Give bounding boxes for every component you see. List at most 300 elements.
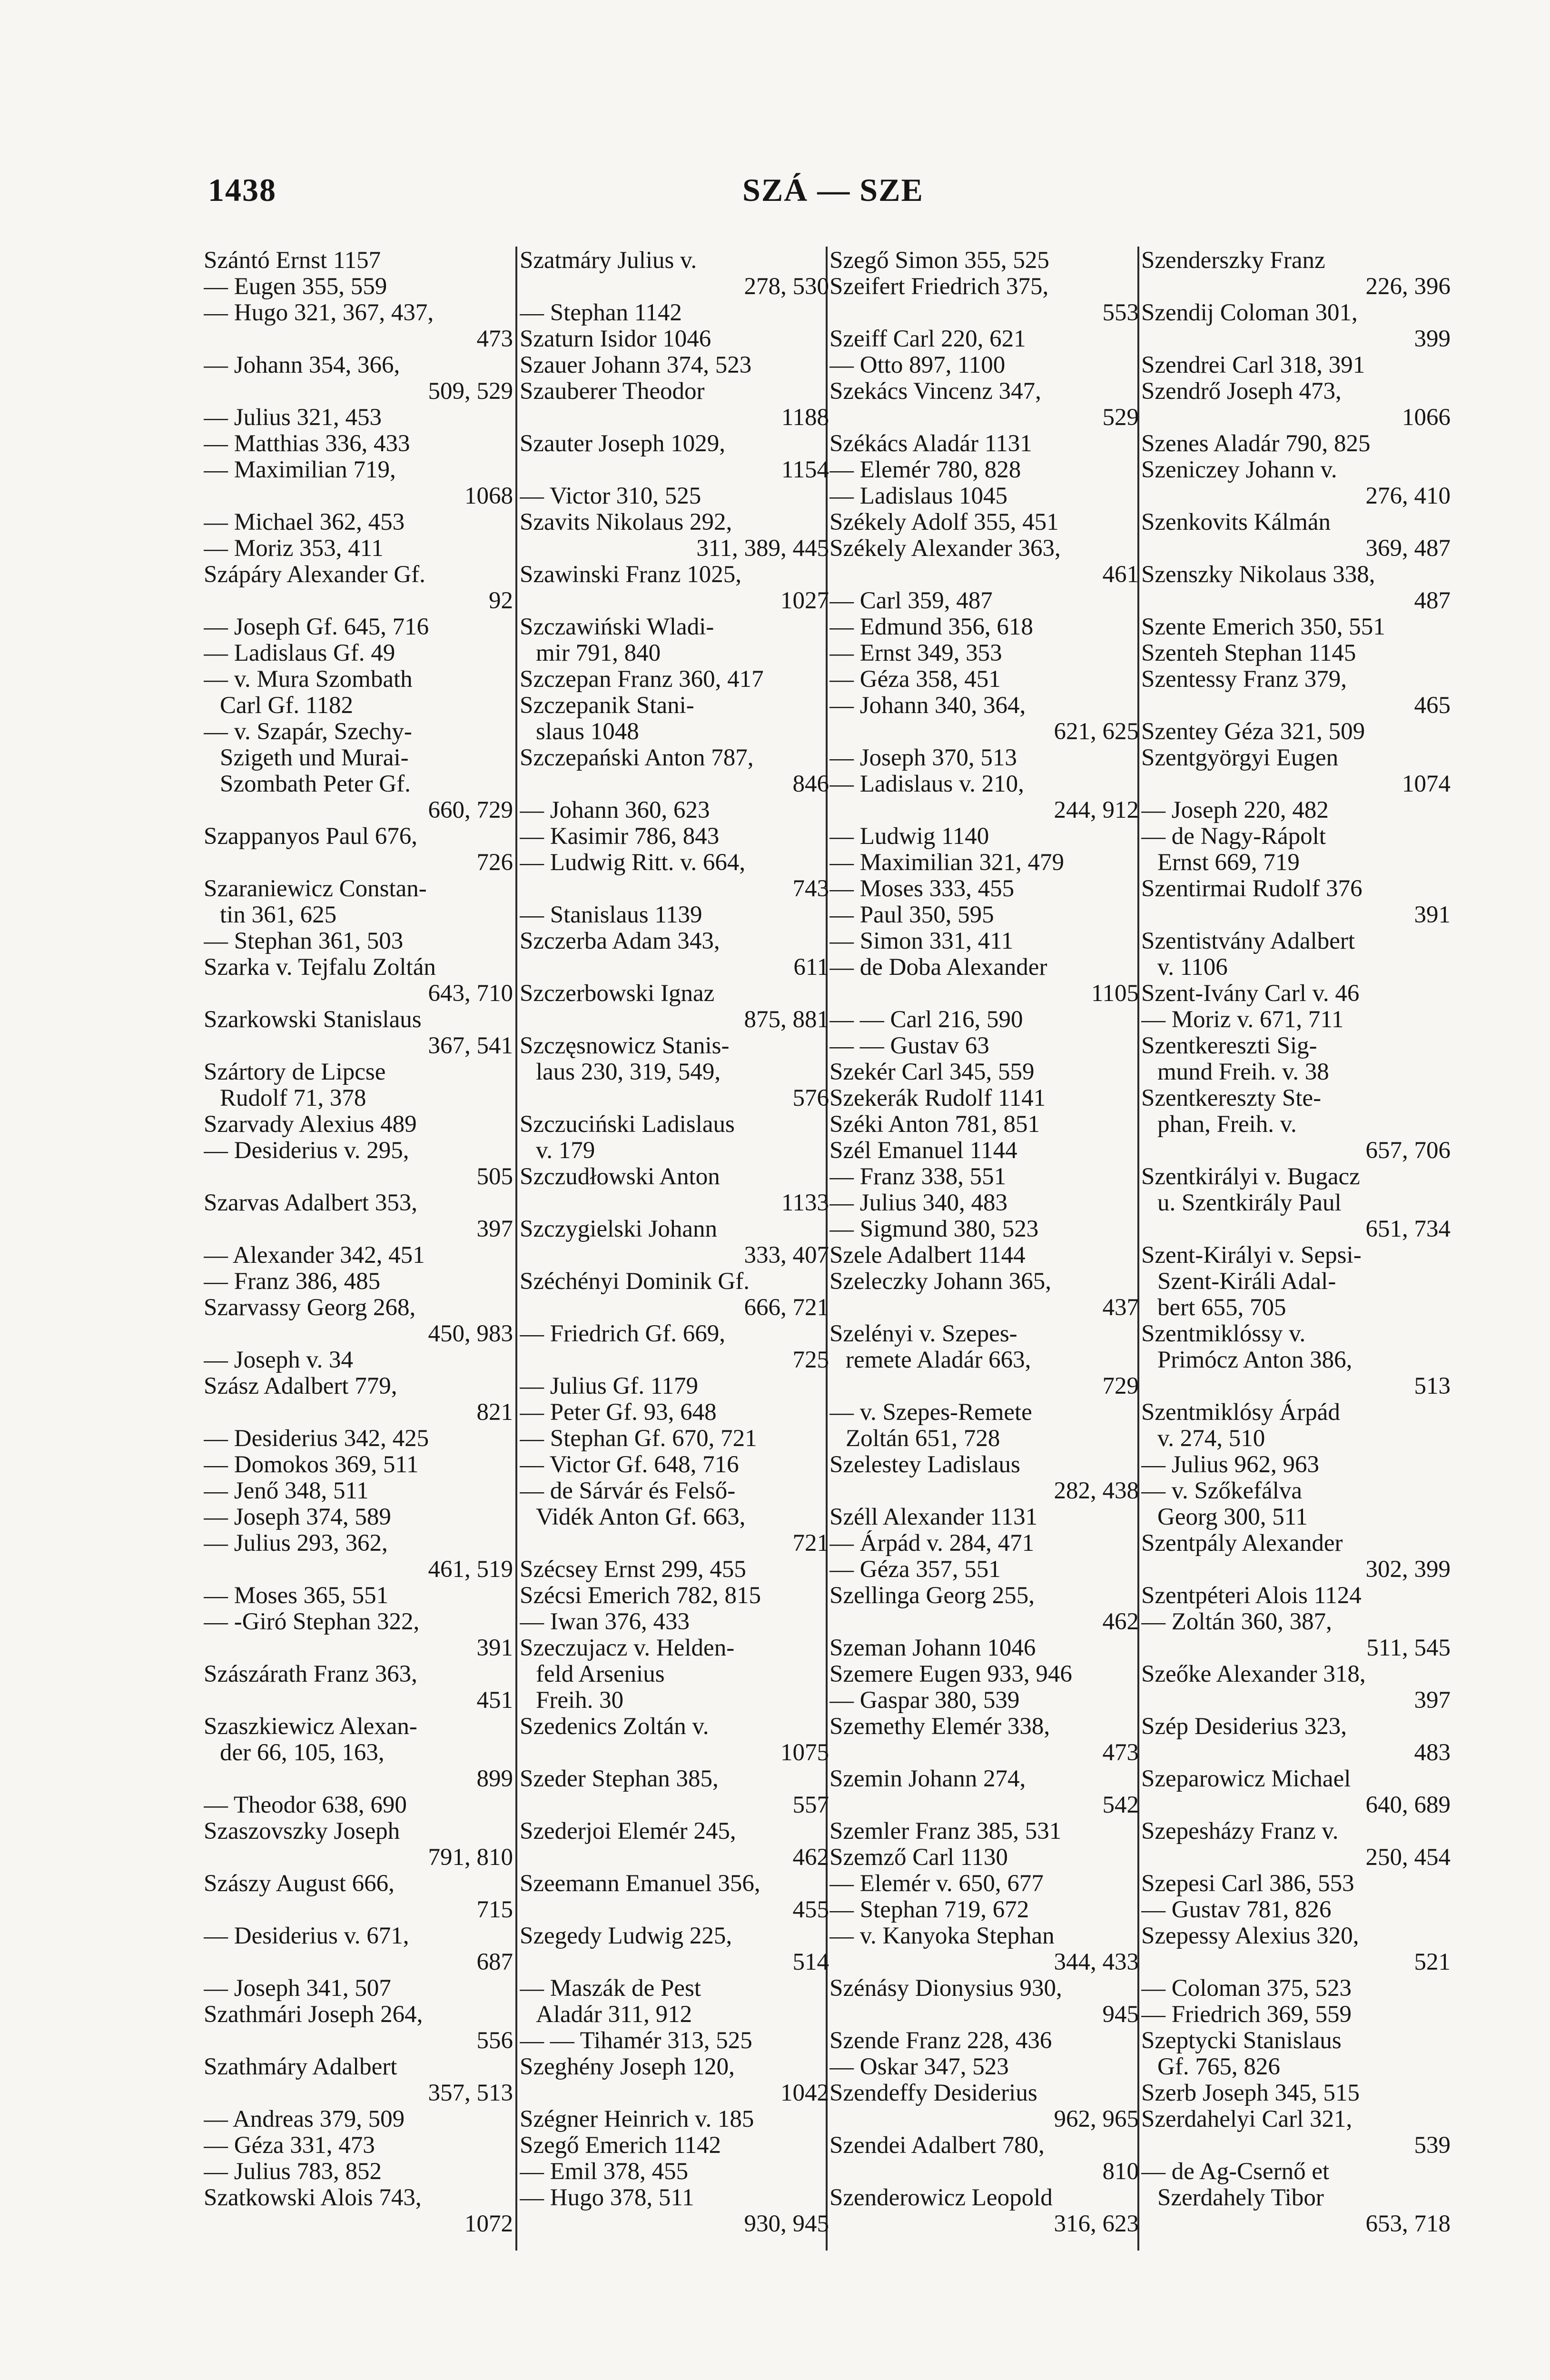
entry-name: — Julius 321, 453 xyxy=(204,405,382,431)
entry-name: — Jenő 348, 511 xyxy=(204,1478,369,1504)
entry-continuation: Primócz Anton 386, xyxy=(1157,1347,1353,1373)
index-entry xyxy=(520,1452,829,1478)
index-entry xyxy=(520,1557,829,1583)
entry-name: Szarka v. Tejfalu Zoltán xyxy=(204,954,436,981)
entry-name: — Friedrich Gf. 669, xyxy=(520,1321,726,1347)
entry-continuation: 302, 399 xyxy=(1365,1557,1451,1583)
entry-continuation: 875, 881 xyxy=(744,1007,829,1033)
index-entry xyxy=(829,1059,1139,1085)
entry-name: — Michael 362, 453 xyxy=(204,509,405,536)
page-number: 1438 xyxy=(208,172,276,208)
entry-name: — Gaspar 380, 539 xyxy=(829,1687,1020,1714)
entry-name: Szavits Nikolaus 292, xyxy=(520,509,732,536)
entry-continuation: 621, 625 xyxy=(1054,719,1139,745)
entry-name: Szent-Királyi v. Sepsi- xyxy=(1141,1242,1362,1269)
entry-name: — Iwan 376, 433 xyxy=(520,1609,690,1635)
index-entry xyxy=(829,1033,1139,1059)
entry-continuation: 461 xyxy=(1102,562,1139,588)
entry-name: — Joseph 370, 513 xyxy=(829,745,1017,771)
entry-name: Szauer Johann 374, 523 xyxy=(520,352,752,378)
entry-name: Szenkovits Kálmán xyxy=(1141,509,1331,536)
index-entry xyxy=(204,1478,513,1504)
index-entry xyxy=(1141,2080,1451,2106)
index-entry xyxy=(204,405,513,431)
entry-name: — Moses 365, 551 xyxy=(204,1583,389,1609)
index-entry xyxy=(829,928,1139,954)
entry-name: — Andreas 379, 509 xyxy=(204,2106,405,2132)
index-entry xyxy=(520,1164,829,1216)
index-entry xyxy=(520,614,829,666)
entry-continuation: 666, 721 xyxy=(744,1295,829,1321)
entry-name: Szczepan Franz 360, 417 xyxy=(520,666,764,693)
entry-name: — Johann 340, 364, xyxy=(829,693,1026,719)
index-entry xyxy=(204,1818,513,1871)
entry-name: — Árpád v. 284, 471 xyxy=(829,1530,1035,1557)
entry-continuation: 715 xyxy=(476,1897,513,1923)
entry-continuation: 473 xyxy=(1102,1740,1139,1766)
entry-continuation: 821 xyxy=(476,1399,513,1426)
entry-name: — Kasimir 786, 843 xyxy=(520,823,720,850)
index-entry xyxy=(1141,981,1451,1007)
index-entry xyxy=(520,1923,829,1975)
entry-continuation: mir 791, 840 xyxy=(536,640,661,666)
index-entry xyxy=(1141,1530,1451,1583)
index-entry xyxy=(829,745,1139,771)
entry-name: Szegő Emerich 1142 xyxy=(520,2132,721,2159)
entry-name: Szenteh Stephan 1145 xyxy=(1141,640,1356,666)
entry-name: Szendei Adalbert 780, xyxy=(829,2132,1045,2159)
entry-name: — Matthias 336, 433 xyxy=(204,431,410,457)
entry-name: — Joseph 341, 507 xyxy=(204,1975,391,2002)
entry-name: Szepessy Alexius 320, xyxy=(1141,1923,1359,1949)
entry-name: — Ladislaus v. 210, xyxy=(829,771,1024,797)
index-entry xyxy=(829,640,1139,666)
index-entry xyxy=(204,1059,513,1111)
entry-name: — Theodor 638, 690 xyxy=(204,1792,407,1818)
index-entry xyxy=(1141,928,1451,981)
entry-name: Szaraniewicz Constan- xyxy=(204,876,427,902)
entry-name: Szatmáry Julius v. xyxy=(520,248,697,274)
index-entry xyxy=(204,536,513,562)
entry-name: — Elemér 780, 828 xyxy=(829,457,1021,483)
index-entry xyxy=(829,2080,1139,2132)
entry-name: Szczepanik Stani- xyxy=(520,693,694,719)
index-entry xyxy=(1141,352,1451,378)
entry-name: Szent-Ivány Carl v. 46 xyxy=(1141,981,1360,1007)
index-entry xyxy=(829,457,1139,483)
entry-name: — Joseph 374, 589 xyxy=(204,1504,391,1530)
index-entry xyxy=(1141,2002,1451,2028)
index-entry xyxy=(520,1635,829,1714)
entry-name: — Gustav 781, 826 xyxy=(1141,1897,1332,1923)
index-entry xyxy=(829,1844,1139,1871)
entry-continuation: 521 xyxy=(1414,1949,1451,1975)
index-entry xyxy=(1141,823,1451,876)
index-column-3 xyxy=(829,248,1139,2237)
entry-continuation: 945 xyxy=(1102,2002,1139,2028)
index-entry xyxy=(1141,614,1451,640)
entry-continuation: 721 xyxy=(792,1530,829,1557)
entry-continuation: 1074 xyxy=(1402,771,1451,797)
entry-name: — Alexander 342, 451 xyxy=(204,1242,425,1269)
entry-name: Szántó Ernst 1157 xyxy=(204,248,381,274)
index-entry xyxy=(204,457,513,509)
entry-name: Szendeffy Desiderius xyxy=(829,2080,1037,2106)
entry-name: Szendrő Joseph 473, xyxy=(1141,378,1342,405)
entry-continuation: 962, 965 xyxy=(1054,2106,1139,2132)
index-entry xyxy=(1141,2028,1451,2080)
index-entry xyxy=(204,1871,513,1923)
entry-name: — Edmund 356, 618 xyxy=(829,614,1033,640)
entry-name: Szeghény Joseph 120, xyxy=(520,2054,735,2080)
entry-name: — Simon 331, 411 xyxy=(829,928,1014,954)
index-entry xyxy=(1141,300,1451,352)
entry-continuation: 511, 545 xyxy=(1366,1635,1451,1661)
index-entry xyxy=(520,378,829,431)
entry-name: — Oskar 347, 523 xyxy=(829,2054,1009,2080)
entry-continuation: 451 xyxy=(476,1687,513,1714)
index-entry xyxy=(520,352,829,378)
entry-name: — v. Mura Szombath xyxy=(204,666,413,693)
entry-name: Szeifert Friedrich 375, xyxy=(829,274,1049,300)
entry-name: Szentmiklósy Árpád xyxy=(1141,1399,1340,1426)
entry-name: — v. Kanyoka Stephan xyxy=(829,1923,1055,1949)
index-entry xyxy=(204,1609,513,1661)
entry-name: — Domokos 369, 511 xyxy=(204,1452,419,1478)
index-entry xyxy=(829,1714,1139,1766)
index-entry xyxy=(829,823,1139,850)
entry-continuation: tin 361, 625 xyxy=(220,902,337,928)
entry-continuation: 529 xyxy=(1102,405,1139,431)
index-entry xyxy=(520,1426,829,1452)
entry-name: — Maximilian 719, xyxy=(204,457,396,483)
index-entry xyxy=(1141,1766,1451,1818)
index-entry xyxy=(829,483,1139,509)
index-entry xyxy=(204,719,513,823)
entry-continuation: 810 xyxy=(1102,2159,1139,2185)
entry-name: Szczawiński Wladi- xyxy=(520,614,714,640)
index-entry xyxy=(520,1609,829,1635)
entry-continuation: 513 xyxy=(1414,1373,1451,1399)
entry-name: — Friedrich 369, 559 xyxy=(1141,2002,1352,2028)
index-column-1 xyxy=(204,248,513,2237)
entry-continuation: 899 xyxy=(476,1766,513,1792)
entry-continuation: 657, 706 xyxy=(1365,1138,1451,1164)
index-entry xyxy=(829,1923,1139,1975)
entry-name: Szeőke Alexander 318, xyxy=(1141,1661,1366,1687)
index-entry xyxy=(204,1190,513,1242)
entry-continuation: 1105 xyxy=(1091,981,1139,1007)
index-entry xyxy=(829,431,1139,457)
entry-continuation: 369, 487 xyxy=(1365,536,1451,562)
entry-name: Szenderowicz Leopold xyxy=(829,2185,1053,2211)
entry-continuation: phan, Freih. v. xyxy=(1157,1111,1297,1138)
entry-continuation: remete Aladár 663, xyxy=(846,1347,1031,1373)
entry-name: Szedenics Zoltán v. xyxy=(520,1714,709,1740)
index-entry xyxy=(520,326,829,352)
index-entry xyxy=(829,954,1139,1007)
index-entry xyxy=(829,1242,1139,1269)
index-entry xyxy=(1141,509,1451,562)
entry-name: — -Giró Stephan 322, xyxy=(204,1609,420,1635)
entry-name: — Stephan 361, 503 xyxy=(204,928,404,954)
index-entry xyxy=(829,1897,1139,1923)
entry-continuation: 483 xyxy=(1414,1740,1451,1766)
entry-name: Széchényi Dominik Gf. xyxy=(520,1269,750,1295)
entry-continuation: 250, 454 xyxy=(1365,1844,1451,1871)
entry-name: Szentistvány Adalbert xyxy=(1141,928,1355,954)
index-entry xyxy=(829,1216,1139,1242)
index-entry xyxy=(1141,640,1451,666)
entry-name: — Johann 354, 366, xyxy=(204,352,400,378)
entry-name: Szentpály Alexander xyxy=(1141,1530,1343,1557)
page-title: SZÁ — SZE xyxy=(742,172,924,208)
index-entry xyxy=(1141,1242,1451,1321)
index-entry xyxy=(204,1242,513,1269)
entry-name: Szentessy Franz 379, xyxy=(1141,666,1347,693)
entry-name: Szathmári Joseph 264, xyxy=(204,2002,423,2028)
entry-name: Szeder Stephan 385, xyxy=(520,1766,719,1792)
entry-continuation: 397 xyxy=(476,1216,513,1242)
entry-name: Szeniczey Johann v. xyxy=(1141,457,1337,483)
entry-name: — Ludwig 1140 xyxy=(829,823,989,850)
index-entry xyxy=(829,352,1139,378)
index-entry xyxy=(1141,1399,1451,1452)
index-entry xyxy=(1141,1897,1451,1923)
entry-name: — Joseph Gf. 645, 716 xyxy=(204,614,429,640)
entry-continuation: 473 xyxy=(476,326,513,352)
index-entry xyxy=(204,1923,513,1975)
entry-name: — Moriz 353, 411 xyxy=(204,536,384,562)
index-entry xyxy=(204,823,513,876)
index-entry xyxy=(829,248,1139,274)
entry-continuation: v. 179 xyxy=(536,1138,595,1164)
entry-continuation: 553 xyxy=(1102,300,1139,326)
entry-name: Szepesházy Franz v. xyxy=(1141,1818,1339,1844)
index-entry xyxy=(204,431,513,457)
entry-name: Szendrei Carl 318, 391 xyxy=(1141,352,1365,378)
index-entry xyxy=(829,850,1139,876)
entry-continuation: 316, 623 xyxy=(1054,2211,1139,2237)
entry-continuation: Carl Gf. 1182 xyxy=(220,693,353,719)
index-entry xyxy=(829,274,1139,326)
index-entry xyxy=(829,614,1139,640)
entry-name: — Otto 897, 1100 xyxy=(829,352,1006,378)
index-entry xyxy=(520,431,829,483)
index-entry xyxy=(829,2132,1139,2185)
entry-name: Szép Desiderius 323, xyxy=(1141,1714,1347,1740)
entry-name: Szarvas Adalbert 353, xyxy=(204,1190,417,1216)
index-entry xyxy=(204,1426,513,1452)
entry-name: Szczerba Adam 343, xyxy=(520,928,720,954)
entry-continuation: 1133 xyxy=(781,1190,829,1216)
entry-name: Szelényi v. Szepes- xyxy=(829,1321,1017,1347)
index-entry xyxy=(204,509,513,536)
index-entry xyxy=(1141,1321,1451,1399)
entry-name: — Stephan 1142 xyxy=(520,300,682,326)
index-entry xyxy=(520,666,829,693)
entry-name: — Elemér v. 650, 677 xyxy=(829,1871,1044,1897)
entry-name: — Maszák de Pest xyxy=(520,1975,701,2002)
entry-name: Szécsey Ernst 299, 455 xyxy=(520,1557,746,1583)
entry-continuation: 509, 529 xyxy=(428,378,513,405)
index-entry xyxy=(829,326,1139,352)
index-entry xyxy=(1141,719,1451,745)
index-entry xyxy=(520,1373,829,1399)
entry-name: Szende Franz 228, 436 xyxy=(829,2028,1052,2054)
entry-continuation: 92 xyxy=(489,588,513,614)
index-entry xyxy=(829,693,1139,745)
index-entry xyxy=(829,1766,1139,1818)
index-entry xyxy=(520,745,829,797)
entry-name: Szászy August 666, xyxy=(204,1871,395,1897)
index-entry xyxy=(520,1818,829,1871)
entry-continuation: 1072 xyxy=(464,2211,513,2237)
entry-continuation: 278, 530 xyxy=(744,274,829,300)
index-entry xyxy=(1141,1818,1451,1871)
index-entry xyxy=(829,1321,1139,1399)
entry-continuation: 726 xyxy=(476,850,513,876)
entry-continuation: 311, 389, 445 xyxy=(696,536,829,562)
index-entry xyxy=(1141,2106,1451,2159)
entry-continuation: 557 xyxy=(792,1792,829,1818)
index-entry xyxy=(520,928,829,981)
entry-continuation: 640, 689 xyxy=(1365,1792,1451,1818)
index-entry xyxy=(1141,666,1451,719)
entry-continuation: 729 xyxy=(1102,1373,1139,1399)
index-entry xyxy=(829,536,1139,588)
index-column-4 xyxy=(1141,248,1451,2237)
index-entry xyxy=(829,509,1139,536)
entry-continuation: 244, 912 xyxy=(1054,797,1139,823)
entry-name: Szekács Vincenz 347, xyxy=(829,378,1041,405)
index-entry xyxy=(1141,1975,1451,2002)
index-entry xyxy=(204,614,513,640)
index-entry xyxy=(204,352,513,405)
index-entry xyxy=(1141,457,1451,509)
entry-name: Szentey Géza 321, 509 xyxy=(1141,719,1365,745)
entry-continuation: der 66, 105, 163, xyxy=(220,1740,385,1766)
index-entry xyxy=(204,2106,513,2132)
index-entry xyxy=(204,1530,513,1583)
index-entry xyxy=(204,1661,513,1714)
entry-continuation: Vidék Anton Gf. 663, xyxy=(536,1504,746,1530)
index-entry xyxy=(829,1007,1139,1033)
entry-name: Szegő Simon 355, 525 xyxy=(829,248,1049,274)
entry-name: — Eugen 355, 559 xyxy=(204,274,387,300)
index-entry xyxy=(829,1111,1139,1138)
entry-name: Szekerák Rudolf 1141 xyxy=(829,1085,1046,1111)
index-entry xyxy=(829,876,1139,902)
entry-name: — Victor Gf. 648, 716 xyxy=(520,1452,739,1478)
entry-continuation: 462 xyxy=(1102,1609,1139,1635)
entry-continuation: v. 274, 510 xyxy=(1157,1426,1265,1452)
entry-name: — Julius 962, 963 xyxy=(1141,1452,1320,1478)
entry-name: Szentirmai Rudolf 376 xyxy=(1141,876,1362,902)
entry-continuation: 276, 410 xyxy=(1365,483,1451,509)
entry-name: Szemere Eugen 933, 946 xyxy=(829,1661,1072,1687)
index-entry xyxy=(204,954,513,1007)
entry-continuation: mund Freih. v. 38 xyxy=(1157,1059,1329,1085)
entry-name: — Desiderius v. 671, xyxy=(204,1923,409,1949)
index-entry xyxy=(520,2185,829,2237)
entry-name: Szentkereszty Ste- xyxy=(1141,1085,1322,1111)
index-entry xyxy=(1141,1164,1451,1242)
index-entry xyxy=(829,2185,1139,2237)
entry-name: Szemethy Elemér 338, xyxy=(829,1714,1050,1740)
entry-name: Szenderszky Franz xyxy=(1141,248,1325,274)
entry-continuation: 660, 729 xyxy=(428,797,513,823)
index-entry xyxy=(204,666,513,719)
entry-continuation: 344, 433 xyxy=(1054,1949,1139,1975)
entry-name: — Joseph v. 34 xyxy=(204,1347,354,1373)
index-entry xyxy=(829,1138,1139,1164)
entry-name: Szarvady Alexius 489 xyxy=(204,1111,417,1138)
entry-name: Szemző Carl 1130 xyxy=(829,1844,1008,1871)
entry-continuation: 576 xyxy=(792,1085,829,1111)
entry-name: Szél Emanuel 1144 xyxy=(829,1138,1017,1164)
index-entry xyxy=(520,2028,829,2054)
index-entry xyxy=(204,640,513,666)
entry-name: Szele Adalbert 1144 xyxy=(829,1242,1026,1269)
entry-name: Szász Adalbert 779, xyxy=(204,1373,397,1399)
entry-name: Szeptycki Stanislaus xyxy=(1141,2028,1342,2054)
entry-continuation: Ernst 669, 719 xyxy=(1157,850,1300,876)
entry-continuation: 1188 xyxy=(781,405,829,431)
entry-continuation: 1075 xyxy=(780,1740,829,1766)
index-entry xyxy=(829,1557,1139,1583)
entry-continuation: Szerdahely Tibor xyxy=(1157,2185,1324,2211)
index-entry xyxy=(829,1871,1139,1897)
entry-name: — Sigmund 380, 523 xyxy=(829,1216,1039,1242)
entry-name: Szelestey Ladislaus xyxy=(829,1452,1020,1478)
entry-continuation: Szent-Királi Adal- xyxy=(1157,1269,1336,1295)
entry-name: — Ludwig Ritt. v. 664, xyxy=(520,850,746,876)
index-entry xyxy=(520,509,829,562)
index-entry xyxy=(829,666,1139,693)
entry-name: Szentmiklóssy v. xyxy=(1141,1321,1306,1347)
entry-name: Szeiff Carl 220, 621 xyxy=(829,326,1026,352)
index-entry xyxy=(204,1111,513,1138)
entry-continuation: 514 xyxy=(792,1949,829,1975)
index-column-2 xyxy=(520,248,829,2237)
index-entry xyxy=(204,1269,513,1295)
index-entry xyxy=(1141,1452,1451,1478)
index-entry xyxy=(829,378,1139,431)
index-entry xyxy=(1141,876,1451,928)
index-entry xyxy=(204,2159,513,2185)
index-entry xyxy=(204,248,513,274)
index-entry xyxy=(520,2132,829,2159)
index-entry xyxy=(1141,1478,1451,1530)
entry-continuation: slaus 1048 xyxy=(536,719,639,745)
entry-name: — Zoltán 360, 387, xyxy=(1141,1609,1332,1635)
index-entry xyxy=(1141,1033,1451,1085)
index-entry xyxy=(829,1583,1139,1635)
entry-continuation: 391 xyxy=(1414,902,1451,928)
entry-name: Szauter Joseph 1029, xyxy=(520,431,726,457)
entry-continuation: Freih. 30 xyxy=(536,1687,624,1714)
index-entry xyxy=(204,1583,513,1609)
entry-continuation: 399 xyxy=(1414,326,1451,352)
entry-continuation: 462 xyxy=(792,1844,829,1871)
index-entry xyxy=(520,823,829,850)
entry-name: Szarkowski Stanislaus xyxy=(204,1007,422,1033)
index-entry xyxy=(520,1399,829,1426)
index-entry xyxy=(1141,562,1451,614)
entry-continuation: Aladár 311, 912 xyxy=(536,2002,692,2028)
index-entry xyxy=(520,483,829,509)
